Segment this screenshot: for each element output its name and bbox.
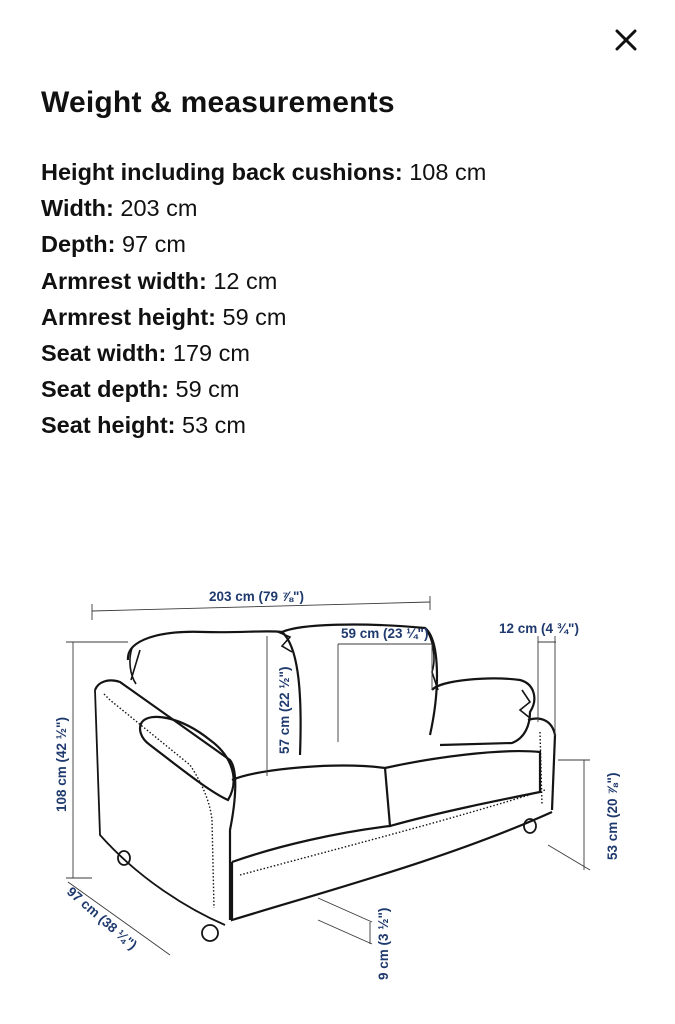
spec-label: Seat width: xyxy=(41,339,167,366)
leg-height-label: 9 cm (3 ½") xyxy=(376,907,391,980)
spec-row xyxy=(41,299,486,335)
spec-row xyxy=(41,335,486,371)
sofa-dimension-diagram xyxy=(0,560,675,1024)
close-button[interactable] xyxy=(604,20,648,60)
spec-row xyxy=(41,190,486,226)
spec-label: Seat depth: xyxy=(41,376,169,403)
dialog-title: Weight & measurements xyxy=(41,86,395,119)
spec-label: Height including back cushions: xyxy=(41,159,403,185)
spec-row xyxy=(41,371,486,407)
spec-value: 179 cm xyxy=(172,339,250,366)
seat-depth-label: 59 cm (23 ¼") xyxy=(341,626,429,641)
dimension-lines xyxy=(66,596,590,955)
overall-width-label: 203 cm (79 ⅞") xyxy=(209,589,304,604)
spec-value: 203 cm xyxy=(120,195,198,222)
sofa-illustration xyxy=(95,625,555,941)
spec-row xyxy=(41,407,486,443)
spec-label: Width: xyxy=(41,195,114,222)
spec-row xyxy=(41,226,486,262)
spec-value: 108 cm xyxy=(409,159,487,185)
spec-label: Armrest height: xyxy=(41,303,216,330)
spec-value: 59 cm xyxy=(175,376,240,403)
seat-height-label: 53 cm (20 ⅞") xyxy=(605,772,620,860)
armrest-width-label: 12 cm (4 ¾") xyxy=(499,621,579,636)
spec-row xyxy=(41,263,486,299)
spec-label: Seat height: xyxy=(41,412,176,439)
measurements-list xyxy=(41,154,486,444)
spec-label: Depth: xyxy=(41,231,116,258)
overall-height-label: 108 cm (42 ½") xyxy=(54,717,69,812)
spec-value: 53 cm xyxy=(182,412,247,439)
close-icon xyxy=(614,28,638,52)
spec-label: Armrest width: xyxy=(41,267,207,294)
spec-value: 59 cm xyxy=(222,303,287,330)
overall-depth-label: 97 cm (38 ¼") xyxy=(64,883,140,953)
spec-value: 97 cm xyxy=(121,231,186,258)
back-height-label: 57 cm (22 ½") xyxy=(277,666,292,754)
spec-value: 12 cm xyxy=(213,267,278,294)
spec-row xyxy=(41,154,486,190)
